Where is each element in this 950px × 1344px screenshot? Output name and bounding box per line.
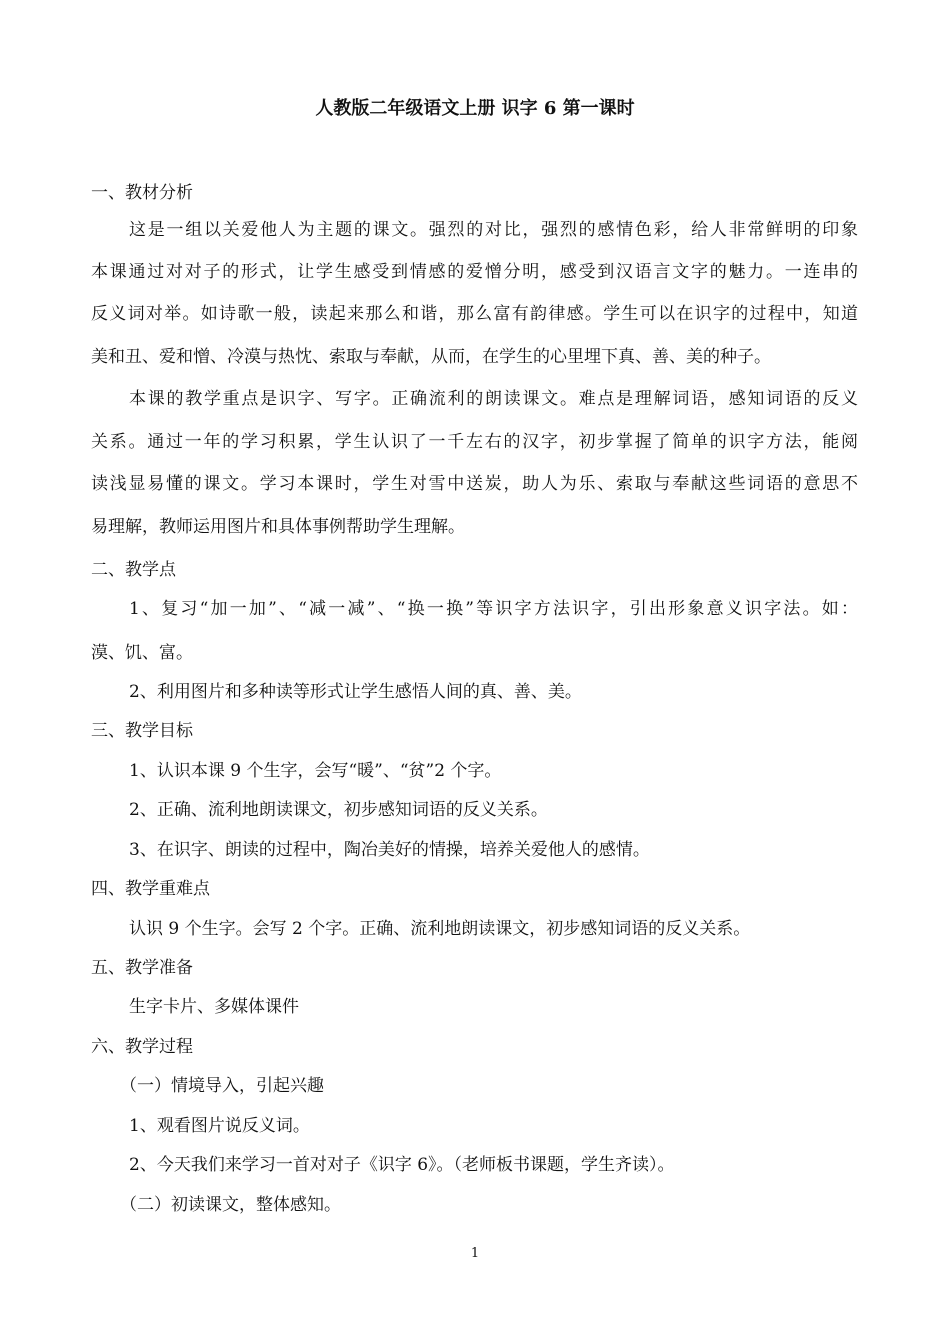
paragraph-line: 本课的教学重点是识字、写字。正确流利的朗读课文。难点是理解词语，感知词语的反义 [129, 389, 858, 409]
paragraph-line: 关系。通过一年的学习积累，学生认识了一千左右的汉字，初步掌握了简单的识字方法，能阅 [91, 432, 858, 452]
section-heading-key-difficulties: 四、教学重难点 [91, 879, 210, 899]
paragraph-line: 3、在识字、朗读的过程中，陶冶美好的情操，培养关爱他人的感情。 [129, 840, 650, 860]
section-heading-teaching-points: 二、教学点 [91, 560, 176, 580]
paragraph-line: （一）情境导入，引起兴趣 [120, 1076, 324, 1096]
paragraph-line: 这是一组以关爱他人为主题的课文。强烈的对比，强烈的感情色彩，给人非常鲜明的印象 [129, 220, 858, 240]
section-heading-teaching-process: 六、教学过程 [91, 1037, 193, 1057]
paragraph-line: 读浅显易懂的课文。学习本课时，学生对雪中送炭，助人为乐、索取与奉献这些词语的意思不 [91, 474, 858, 494]
paragraph-line: 漠、饥、富。 [91, 643, 193, 663]
document-title: 人教版二年级语文上册 识字 6 第一课时 [315, 98, 635, 119]
section-heading-textbook-analysis: 一、教材分析 [91, 183, 193, 203]
paragraph-line: 认识 9 个生字。会写 2 个字。正确、流利地朗读课文，初步感知词语的反义关系。 [129, 919, 751, 939]
paragraph-line: 1、观看图片说反义词。 [129, 1116, 310, 1136]
paragraph-line: 易理解，教师运用图片和具体事例帮助学生理解。 [91, 517, 465, 537]
paragraph-line: 2、利用图片和多种读等形式让学生感悟人间的真、善、美。 [129, 682, 582, 702]
section-heading-teaching-goals: 三、教学目标 [91, 721, 193, 741]
paragraph-line: 本课通过对对子的形式，让学生感受到情感的爱憎分明，感受到汉语言文字的魅力。一连串的 [91, 262, 858, 282]
paragraph-line: 1、认识本课 9 个生字，会写“暖”、“贫”2 个字。 [129, 761, 502, 781]
paragraph-line: （二）初读课文，整体感知。 [120, 1195, 341, 1215]
paragraph-line: 1、复习“加一加”、“减一减”、“换一换”等识字方法识字，引出形象意义识字法。如： [129, 599, 858, 619]
paragraph-line: 美和丑、爱和憎、冷漠与热忱、索取与奉献，从而，在学生的心里埋下真、善、美的种子。 [91, 347, 771, 367]
paragraph-line: 反义词对举。如诗歌一般，读起来那么和谐，那么富有韵律感。学生可以在识字的过程中，知道 [91, 304, 858, 324]
paragraph-line: 生字卡片、多媒体课件 [129, 997, 299, 1017]
paragraph-line: 2、正确、流利地朗读课文，初步感知词语的反义关系。 [129, 800, 548, 820]
paragraph-line: 2、今天我们来学习一首对对子《识字 6》。（老师板书课题，学生齐读）。 [129, 1155, 675, 1175]
section-heading-preparation: 五、教学准备 [91, 958, 193, 978]
page-number: 1 [470, 1246, 480, 1261]
